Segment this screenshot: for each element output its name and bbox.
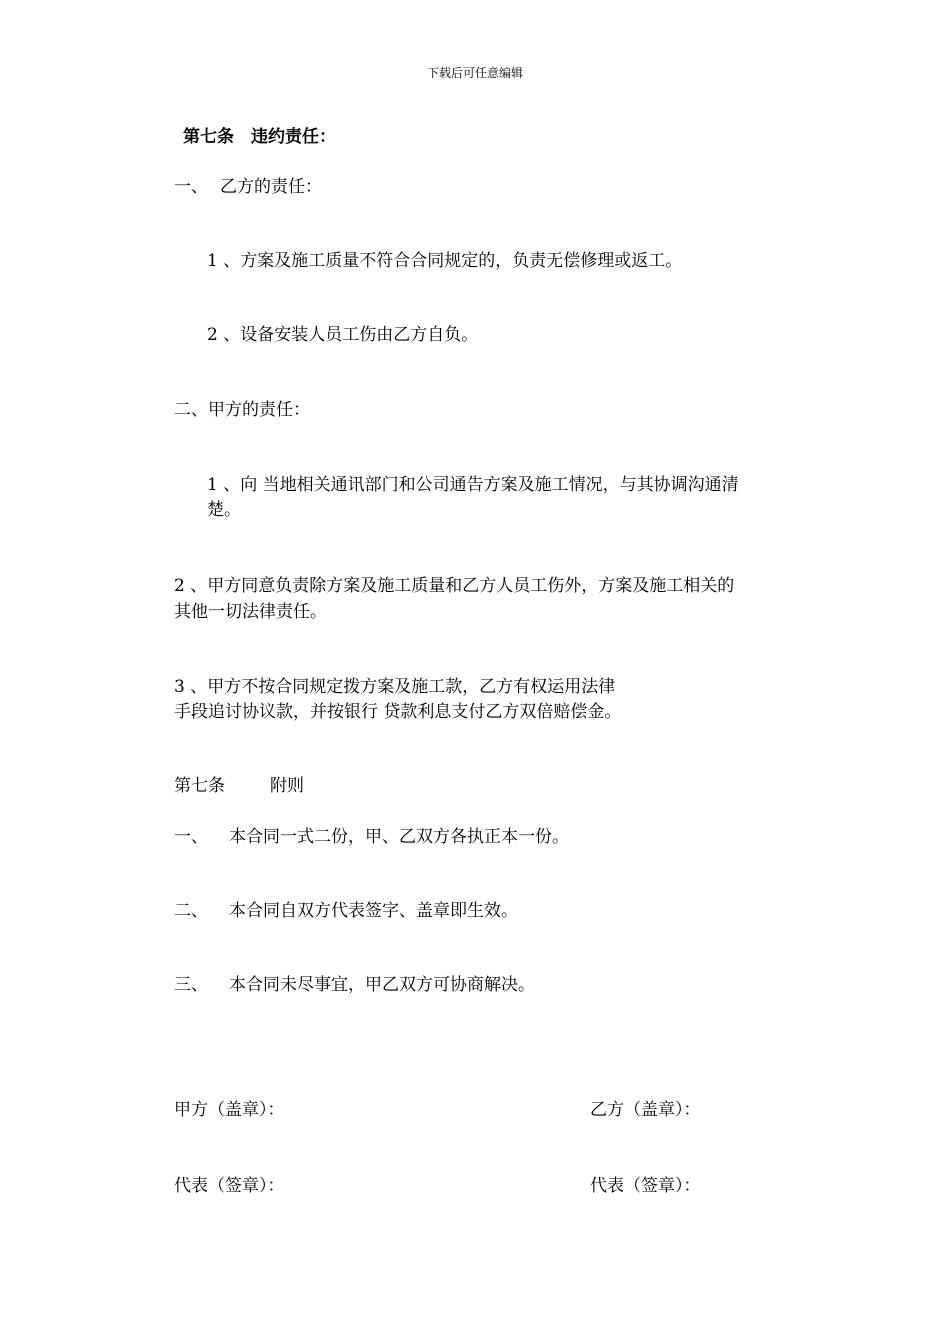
party-a-heading: 二、甲方的责任： (174, 400, 310, 420)
party-a-item-3-line-2: 手段追讨协议款，并按银行 贷款利息支付乙方双倍赔偿金。 (174, 702, 622, 722)
party-a-item-1-line-1: 1 、向 当地相关通讯部门和公司通告方案及施工情况，与其协调沟通清 (207, 475, 739, 495)
party-a-item-2-line-2: 其他一切法律责任。 (174, 602, 327, 622)
article7-liability-title: 第七条 违约责任： (183, 127, 336, 147)
appendix-article-num: 第七条 (174, 776, 225, 796)
party-a-item-2-line-1: 2 、甲方同意负责除方案及施工质量和乙方人员工伤外，方案及施工相关的 (174, 576, 735, 596)
appendix-clause-2: 本合同自双方代表签字、盖章即生效。 (229, 901, 518, 921)
party-a-item-1-line-2: 楚。 (207, 500, 241, 520)
party-b-item-2: 2 、设备安装人员工伤由乙方自负。 (207, 325, 479, 345)
party-b-seal-label: 乙方（盖章）： (590, 1100, 701, 1120)
page-header-note: 下载后可任意编辑 (426, 66, 523, 80)
appendix-clause-3-num: 三、 (174, 975, 208, 995)
party-a-seal-label: 甲方（盖章）： (174, 1100, 285, 1120)
party-b-item-1: 1 、方案及施工质量不符合合同规定的，负责无偿修理或返工。 (207, 251, 683, 271)
appendix-clause-1-num: 一、 (174, 827, 208, 847)
party-b-heading-num: 一、 (174, 177, 208, 197)
party-a-item-3-line-1: 3 、甲方不按合同规定拨方案及施工款，乙方有权运用法律 (174, 677, 616, 697)
appendix-clause-2-num: 二、 (174, 901, 208, 921)
party-b-heading: 乙方的责任： (220, 177, 322, 197)
party-a-rep-label: 代表（签章）： (174, 1176, 285, 1196)
appendix-clause-3: 本合同未尽事宜，甲乙双方可协商解决。 (229, 975, 535, 995)
appendix-clause-1: 本合同一式二份，甲、乙双方各执正本一份。 (229, 827, 569, 847)
appendix-title: 附则 (270, 776, 304, 796)
party-b-rep-label: 代表（签章）： (590, 1176, 701, 1196)
